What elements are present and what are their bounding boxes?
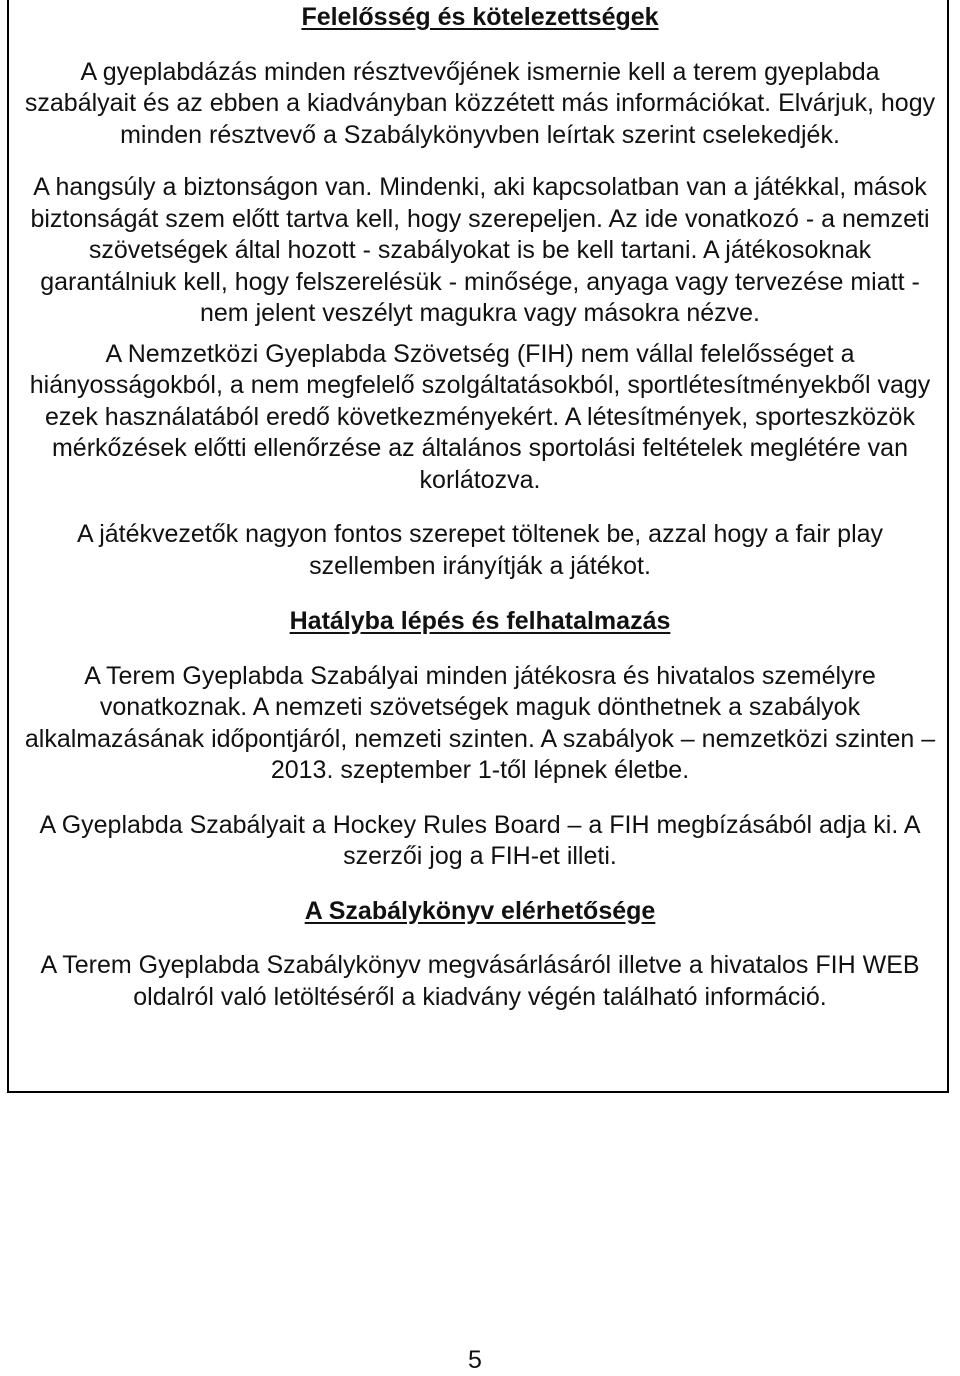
paragraph-availability: A Terem Gyeplabda Szabálykönyv megvásárlásáról illetve a hivatalos FIH WEB oldalról való letöltéséről a kiadvány végén található információ.: [40, 951, 920, 1011]
heading-responsibility: Felelősség és kötelezettségek: [301, 3, 659, 31]
paragraph-effect: A Terem Gyeplabda Szabályai minden játékosra és hivatalos személyre vonatkoznak. A nemzeti szövetségek maguk dönthetnek a szabályok alkalmazásának időpontjáról, nemzeti szinten. A szabályok – nemzetközi szinten – 2013. szeptember 1-től lépnek életbe.: [24, 661, 936, 784]
page-number: 5: [468, 1346, 482, 1374]
paragraph-fih-liability: A Nemzetközi Gyeplabda Szövetség (FIH) nem vállal felelősséget a hiányosságokból, a nem megfelelő szolgáltatásokból, sportlétesítményekből vagy ezek használatából eredő következményekért. A létesítmények, sporteszközök mérkőzések előtti ellenőrzése az általános sportolási feltételek meglétére van korlátozva.: [29, 339, 931, 494]
paragraph-participants: A gyeplabdázás minden résztvevőjének ismernie kell a terem gyeplabda szabályait és az ebben a kiadványban közzétett más információkat. Elvárjuk, hogy minden résztvevő a Szabálykönyvben leírtak szerint cselekedjék.: [24, 57, 936, 149]
heading-availability: A Szabálykönyv elérhetősége: [304, 896, 656, 925]
paragraph-umpires: A játékvezetők nagyon fontos szerepet töltenek be, azzal hogy a fair play szellemben irányítják a játékot.: [76, 520, 884, 580]
paragraph-rules-board: A Gyeplabda Szabályait a Hockey Rules Board – a FIH megbízásából adja ki. A szerzői jog a FIH-et illeti.: [39, 810, 921, 870]
heading-effect: Hatályba lépés és felhatalmazás: [289, 607, 671, 635]
page-content: [24, 2, 936, 1013]
paragraph-safety: A hangsúly a biztonságon van. Mindenki, aki kapcsolatban van a játékkal, mások biztonságát szem előtt tartva kell, hogy szerepeljen. Az ide vonatkozó - a nemzeti szövetségek által hozott - szabályokat is be kell tartani. A játékosoknak garantálniuk kell, hogy felszerelésük - minősége, anyaga vagy tervezése miatt - nem jelent veszélyt magukra vagy másokra nézve.: [30, 173, 930, 327]
